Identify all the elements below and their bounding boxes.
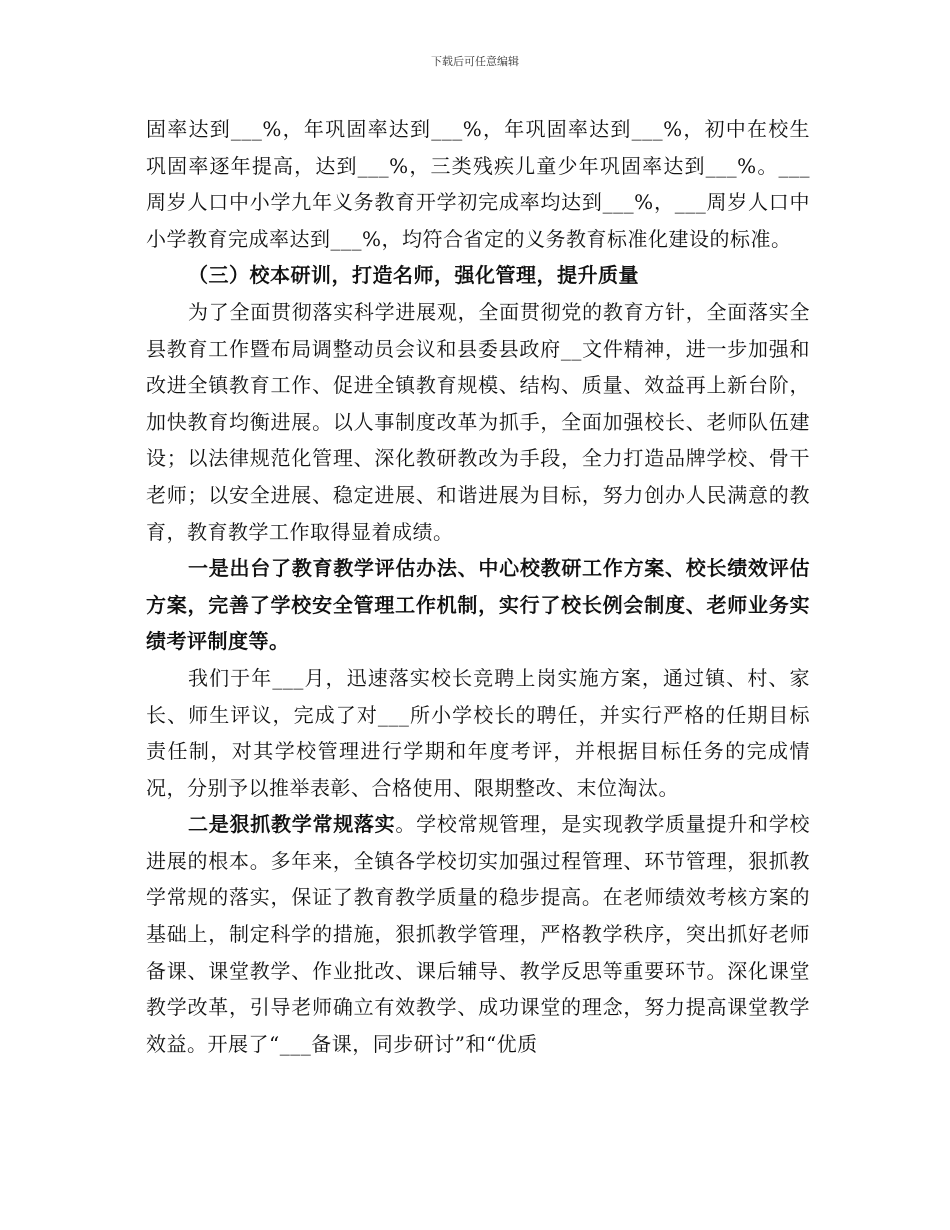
teaching-routine-body: 。学校常规管理，是实现教学质量提升和学校进展的根本。多年来，全镇各学校切实加强过程管理、环节管理，狠抓教学常规的落实，保证了教育教学质量的稳步提高。在老师绩效考核方案的基础上，制定科学的措施，狠抓教学管理，严格教学秩序，突出抓好老师备课、课堂教学、作业批改、课后辅导、教学反思等重要环节。深化课堂教学改革，引导老师确立有效教学、成功课堂的理念，努力提高课堂教学效益。开展了“___备课，同步研讨”和“优质: [146, 812, 811, 1056]
document-body: [146, 111, 810, 1062]
paragraph-teaching-routine: [146, 806, 810, 1062]
page-header: 下载后可任意编辑: [431, 55, 519, 68]
paragraph-overview: 为了全面贯彻落实科学进展观，全面贯彻党的教育方针，全面落实全县教育工作暨布局调整动员会议和县委县政府__文件精神，进一步加强和改进全镇教育工作、促进全镇教育规模、结构、质量、效益再上新台阶，加快教育均衡进展。以人事制度改革为抓手，全面加强校长、老师队伍建设；以法律规范化管理、深化教研教改为手段，全力打造品牌学校、骨干老师；以安全进展、稳定进展、和谐进展为目标，努力创办人民满意的教育，教育教学工作取得显着成绩。: [146, 299, 810, 544]
section-heading-3: （三）校本研训，打造名师，强化管理，提升质量: [188, 263, 639, 288]
teaching-routine-lead: 二是狠抓教学常规落实: [188, 812, 396, 837]
paragraph-principal-appointment: 我们于年___月，迅速落实校长竞聘上岗实施方案，通过镇、村、家长、师生评议，完成了对___所小学校长的聘任，并实行严格的任期目标责任制，对其学校管理进行学期和年度考评，并根据目标任务的完成情况，分别予以推举表彰、合格使用、限期整改、末位淘汰。: [146, 665, 810, 800]
paragraph-policy-highlight: 一是出台了教育教学评估办法、中心校教研工作方案、校长绩效评估方案，完善了学校安全管理工作机制，实行了校长例会制度、老师业务实绩考评制度等。: [146, 556, 810, 654]
paragraph-consolidation-rates: 固率达到___%，年巩固率达到___%，年巩固率达到___%，初中在校生巩固率逐年提高，达到___%，三类残疾儿童少年巩固率达到___%。___周岁人口中小学九年义务教育开学初完成率均达到___%，___周岁人口中小学教育完成率达到___%，均符合省定的义务教育标准化建设的标准。: [146, 117, 810, 251]
